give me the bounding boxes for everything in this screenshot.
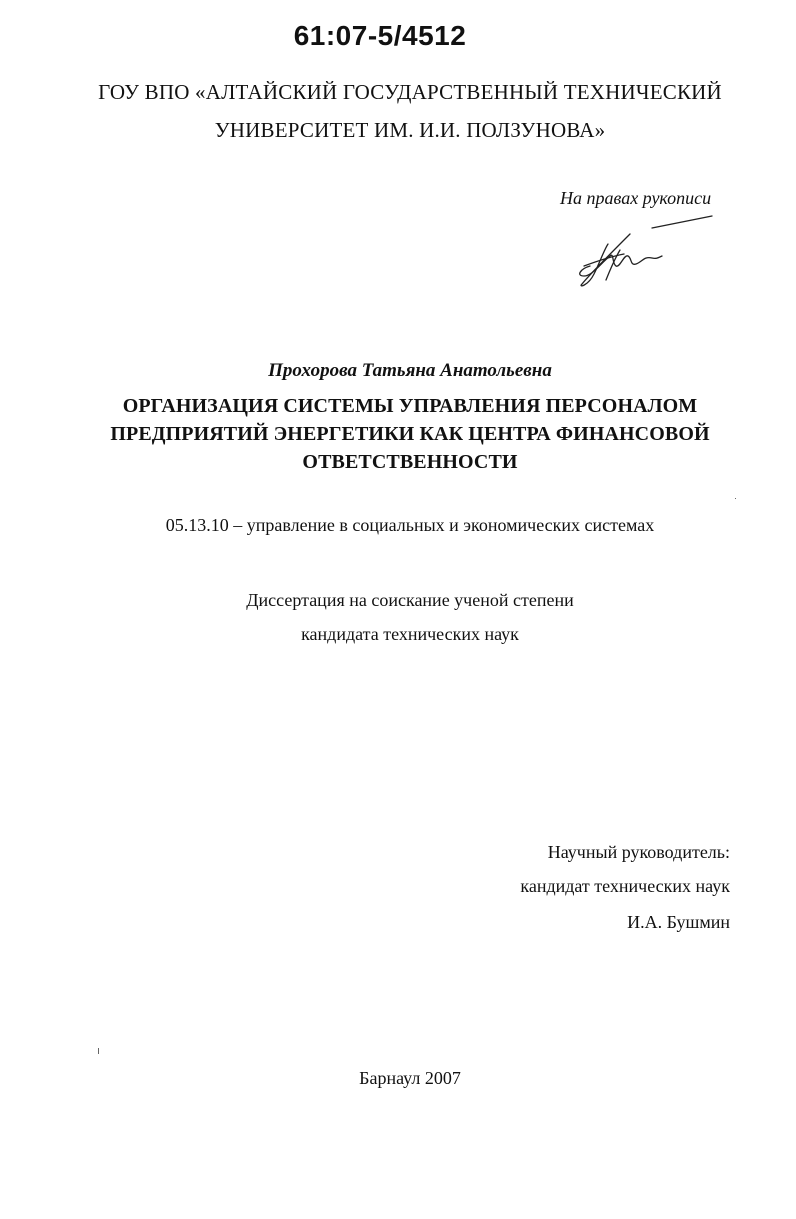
advisor-name: И.А. Бушмин xyxy=(627,912,730,932)
organization-line-2: УНИВЕРСИТЕТ ИМ. И.И. ПОЛЗУНОВА» xyxy=(214,118,606,142)
scan-speck xyxy=(98,1048,99,1054)
author-name: Прохорова Татьяна Анатольевна xyxy=(268,360,552,381)
dissertation-title-line: ОРГАНИЗАЦИЯ СИСТЕМЫ УПРАВЛЕНИЯ ПЕРСОНАЛОМ xyxy=(122,395,698,417)
handwritten-signature xyxy=(570,214,720,294)
degree-line-2: кандидата технических наук xyxy=(301,624,519,644)
dissertation-title-line: ПРЕДПРИЯТИЙ ЭНЕРГЕТИКИ КАК ЦЕНТРА ФИНАНСОВОЙ xyxy=(110,423,710,445)
degree-line-1: Диссертация на соискание ученой степени xyxy=(246,590,574,610)
organization-line-1: ГОУ ВПО «АЛТАЙСКИЙ ГОСУДАРСТВЕННЫЙ ТЕХНИЧЕСКИЙ xyxy=(98,80,722,104)
advisor-label: Научный руководитель: xyxy=(547,842,730,862)
dissertation-title-line: ОТВЕТСТВЕННОСТИ xyxy=(302,451,518,473)
scan-speck xyxy=(735,498,736,499)
specialty-code: 05.13.10 – управление в социальных и экономических системах xyxy=(165,515,655,535)
advisor-degree: кандидат технических наук xyxy=(520,876,730,896)
city-year: Барнаул 2007 xyxy=(359,1068,461,1088)
archive-stamp-number: 61:07-5/4512 xyxy=(293,20,467,51)
manuscript-rights-note: На правах рукописи xyxy=(560,188,712,208)
